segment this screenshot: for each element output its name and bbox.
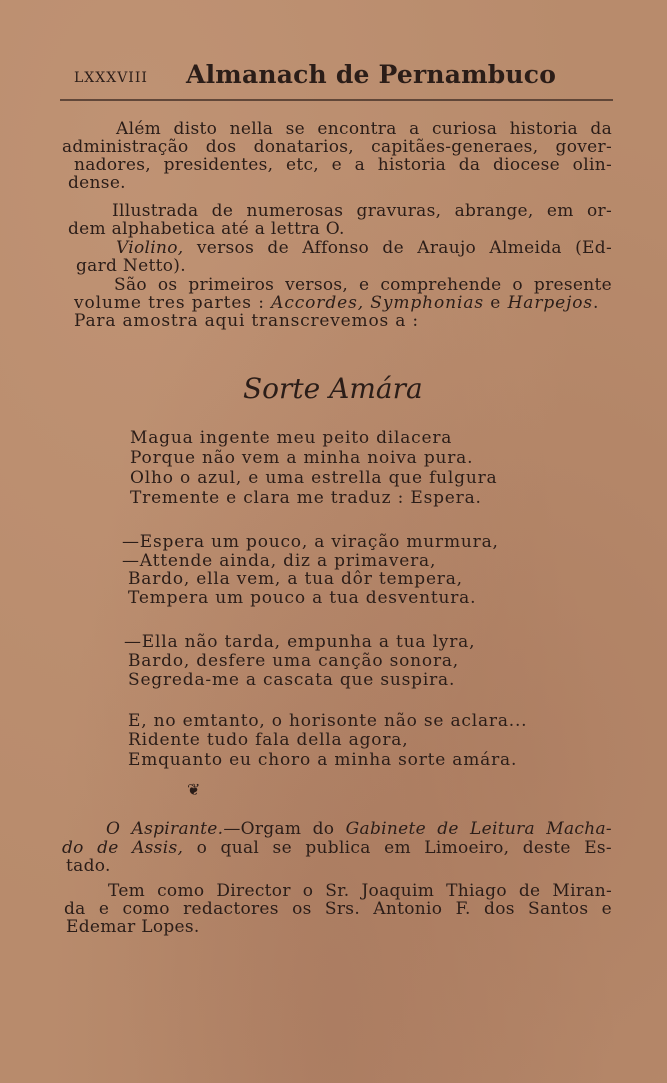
poem-line: —Espera um pouco, a viração murmura,: [122, 532, 499, 552]
header-rule: [60, 99, 613, 101]
page-number: LXXXVIII: [74, 70, 148, 86]
aspirante-line: O Aspirante.—Orgam do Gabinete de Leitura Macha-: [106, 819, 612, 839]
aspirante-line: Edemar Lopes.: [66, 917, 200, 937]
intro-line: dense.: [68, 173, 126, 193]
aspirante-line: Tem como Director o Sr. Joaquim Thiago de Miran-: [108, 881, 612, 901]
ornament-icon: ❦: [187, 780, 201, 799]
page-title: Almanach de Pernambuco: [186, 60, 557, 89]
poem-line: Segreda-me a cascata que suspira.: [128, 670, 456, 690]
intro-line: Além disto nella se encontra a curiosa historia da: [116, 119, 612, 139]
intro-line: nadores, presidentes, etc, e a historia da diocese olin-: [74, 155, 612, 175]
poem-line: Tremente e clara me traduz : Espera.: [130, 488, 482, 508]
aspirante-line: do de Assis, o qual se publica em Limoeiro, deste Es-: [62, 838, 612, 858]
poem-title: Sorte Amára: [243, 372, 423, 405]
poem-line: —Ella não tarda, empunha a tua lyra,: [124, 632, 476, 652]
violino-line: volume tres partes : Accordes, Symphonias e Harpejos.: [74, 293, 600, 313]
poem-line: Magua ingente meu peito dilacera: [130, 428, 453, 448]
intro-line: Illustrada de numerosas gravuras, abrange, em or-: [112, 201, 612, 221]
poem-line: Bardo, ella vem, a tua dôr tempera,: [128, 569, 463, 589]
violino-line: Violino, versos de Affonso de Araujo Almeida (Ed-: [116, 238, 612, 258]
poem-line: Porque não vem a minha noiva pura.: [130, 448, 474, 468]
violino-line: gard Netto).: [76, 256, 186, 276]
poem-line: E, no emtanto, o horisonte não se aclara...: [128, 711, 528, 731]
poem-line: Ridente tudo fala della agora,: [128, 730, 409, 750]
poem-line: Bardo, desfere uma canção sonora,: [128, 651, 460, 671]
aspirante-line: tado.: [66, 856, 111, 876]
intro-line: administração dos donatarios, capitães-generaes, gover-: [62, 137, 612, 157]
violino-line: São os primeiros versos, e comprehende o presente: [114, 275, 612, 295]
aspirante-line: da e como redactores os Srs. Antonio F. dos Santos e: [64, 899, 612, 919]
poem-line: Olho o azul, e uma estrella que fulgura: [130, 468, 498, 488]
poem-line: Tempera um pouco a tua desventura.: [128, 588, 477, 608]
intro-line: dem alphabetica até a lettra O.: [68, 219, 345, 239]
violino-line: Para amostra aqui transcrevemos a :: [74, 311, 419, 331]
poem-line: —Attende ainda, diz a primavera,: [122, 551, 437, 571]
poem-line: Emquanto eu choro a minha sorte amára.: [128, 750, 518, 770]
